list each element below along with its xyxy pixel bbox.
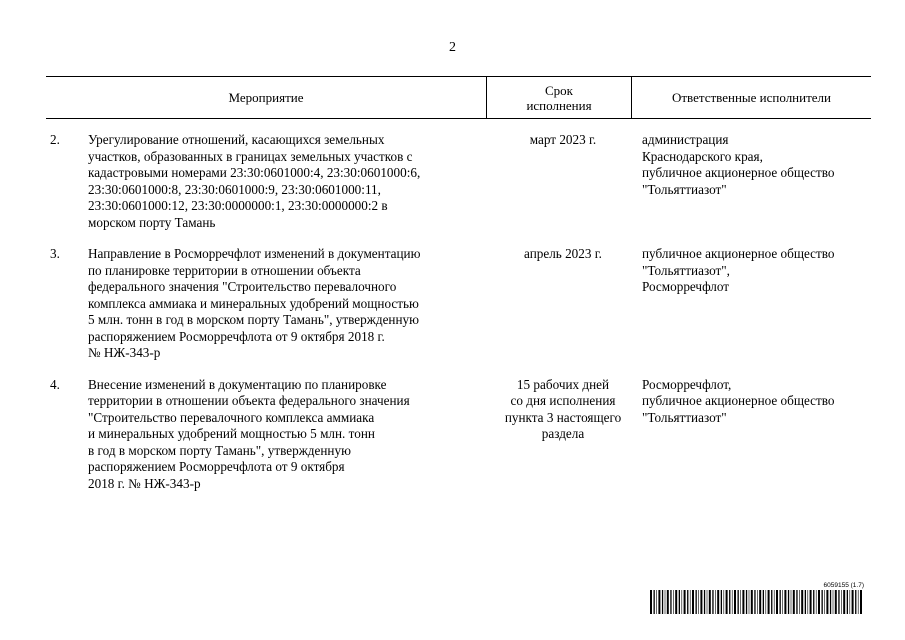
table-header: [46, 76, 871, 119]
event-line: распоряжением Росморречфлота от 9 октября 2018 г.: [88, 328, 385, 344]
responsible-line: "Тольяттиазот": [642, 181, 727, 197]
responsible-line: публичное акционерное общество: [642, 393, 835, 408]
event-description: [88, 246, 488, 362]
term-line: пункта 3 настоящего: [504, 409, 622, 425]
header-event: Мероприятие: [228, 90, 304, 105]
term-line: 15 рабочих дней: [516, 376, 610, 392]
event-line: 5 млн. тонн в год в морском порту Тамань", утвержденную: [88, 312, 419, 327]
event-line: № НЖ-343-р: [88, 345, 161, 360]
execution-term: [488, 377, 638, 493]
event-line: кадастровыми номерами 23:30:0601000:4, 23:30:0601000:6,: [88, 165, 421, 180]
table-row: [46, 377, 871, 493]
page-number: 2: [449, 40, 456, 55]
event-line: распоряжением Росморречфлота от 9 октября: [88, 459, 345, 474]
responsible-executors: [638, 132, 871, 231]
event-description: [88, 377, 488, 493]
responsible-line: Росморречфлот: [642, 279, 730, 294]
barcode-block: [650, 582, 864, 614]
event-line: комплекса аммиака и минеральных удобрений мощностью: [88, 295, 419, 311]
event-line: Внесение изменений в документацию по планировке: [88, 376, 387, 392]
responsible-line: Краснодарского края,: [642, 148, 763, 164]
barcode-image: [650, 590, 864, 614]
event-line: в год в морском порту Тамань", утвержденную: [88, 442, 351, 458]
row-number: 2.: [50, 132, 60, 147]
term-line: март 2023 г.: [529, 132, 597, 147]
term-line: раздела: [541, 426, 585, 441]
header-term: [486, 77, 632, 118]
responsible-line: публичное акционерное общество: [642, 165, 835, 180]
event-line: территории в отношении объекта федерального значения: [88, 393, 410, 408]
event-line: федерального значения "Строительство перевалочного: [88, 279, 397, 294]
table-body: [46, 132, 871, 492]
event-line: Урегулирование отношений, касающихся земельных: [88, 132, 385, 147]
event-line: 23:30:0601000:12, 23:30:0000000:1, 23:30:0000000:2 в: [88, 198, 388, 213]
table-row: [46, 132, 871, 231]
table-row: [46, 246, 871, 362]
row-number: 3.: [50, 246, 60, 261]
responsible-line: "Тольяттиазот",: [642, 262, 730, 278]
responsible-line: администрация: [642, 132, 729, 147]
responsible-executors: [638, 377, 871, 493]
event-line: Направление в Росморречфлот изменений в документацию: [88, 246, 421, 261]
responsible-line: публичное акционерное общество: [642, 246, 835, 261]
execution-term: [488, 246, 638, 362]
action-plan-table: [46, 76, 871, 492]
row-number: 4.: [50, 376, 60, 392]
event-line: по планировке территории в отношении объекта: [88, 262, 361, 278]
event-line: участков, образованных в границах земельных участков с: [88, 148, 413, 164]
event-line: 23:30:0601000:8, 23:30:0601000:9, 23:30:0601000:11,: [88, 181, 381, 197]
header-term-line1: Срок: [545, 82, 573, 98]
term-line: со дня исполнения: [510, 393, 616, 408]
event-line: и минеральных удобрений мощностью 5 млн. тонн: [88, 426, 375, 441]
header-responsible: Ответственные исполнители: [671, 90, 831, 105]
header-term-line2: исполнения: [526, 97, 592, 113]
execution-term: [488, 132, 638, 231]
event-line: "Строительство перевалочного комплекса аммиака: [88, 409, 375, 425]
responsible-executors: [638, 246, 871, 362]
barcode-code: 6059155 (1.7): [823, 582, 864, 589]
responsible-line: "Тольяттиазот": [642, 409, 727, 425]
event-line: морском порту Тамань: [88, 214, 216, 230]
term-line: апрель 2023 г.: [524, 246, 602, 261]
event-description: [88, 132, 488, 231]
responsible-line: Росморречфлот,: [642, 376, 732, 392]
event-line: 2018 г. № НЖ-343-р: [88, 475, 201, 491]
